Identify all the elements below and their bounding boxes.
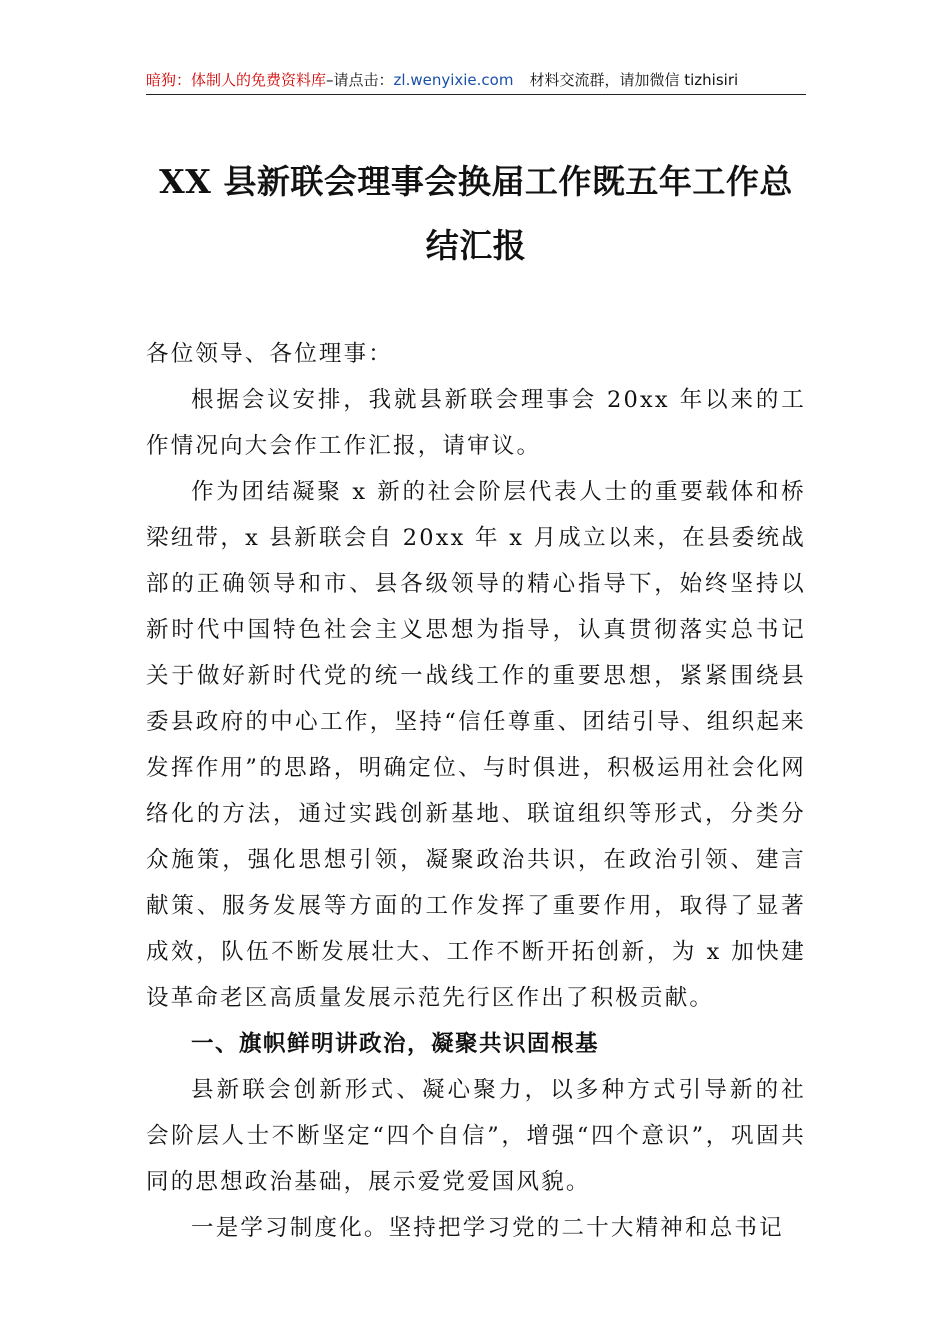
- paragraph-overview: 作为团结凝聚 x 新的社会阶层代表人士的重要载体和桥梁纽带，x 县新联会自 20xx 年 x 月成立以来，在县委统战部的正确领导和市、县各级领导的精心指导下，始终坚持以新时代中国特色社会主义思想为指导，认真贯彻落实总书记关于做好新时代党的统一战线工作的重要思想，紧紧围绕县委县政府的中心工作，坚持“信任尊重、团结引导、组织起来发挥作用”的思路，明确定位、与时俱进，积极运用社会化网络化的方法，通过实践创新基地、联谊组织等形式，分类分众施策，强化思想引领，凝聚政治共识，在政治引领、建言献策、服务发展等方面的工作发挥了重要作用，取得了显著成效，队伍不断发展壮大、工作不断开拓创新，为 x 加快建设革命老区高质量发展示范先行区作出了积极贡献。: [146, 479, 806, 1011]
- salutation: 各位领导、各位理事：: [146, 341, 394, 367]
- title-line-1: XX 县新联会理事会换届工作既五年工作总: [159, 162, 793, 201]
- header-site-name: 暗狗：体制人的免费资料库: [146, 71, 327, 89]
- header-url-link[interactable]: zl.wenyixie.com: [393, 71, 514, 89]
- section-heading-1: 一、旗帜鲜明讲政治，凝聚共识固根基: [191, 1031, 600, 1057]
- document-body: [146, 331, 806, 1251]
- header-contact: 材料交流群，请加微信 tizhisiri: [529, 71, 739, 89]
- paragraph-intro: 根据会议安排，我就县新联会理事会 20xx 年以来的工作情况向大会作工作汇报，请审议。: [146, 387, 806, 459]
- document-title: [146, 150, 806, 278]
- section1-paragraph-2: 一是学习制度化。坚持把学习党的二十大精神和总书记: [191, 1215, 784, 1241]
- title-line-2: 结汇报: [425, 226, 527, 265]
- section1-paragraph-1: 县新联会创新形式、凝心聚力，以多种方式引导新的社会阶层人士不断坚定“四个自信”，增强“四个意识”，巩固共同的思想政治基础，展示爱党爱国风貌。: [146, 1077, 806, 1195]
- page-header: [146, 66, 806, 95]
- header-click-prompt: –请点击：: [326, 71, 394, 89]
